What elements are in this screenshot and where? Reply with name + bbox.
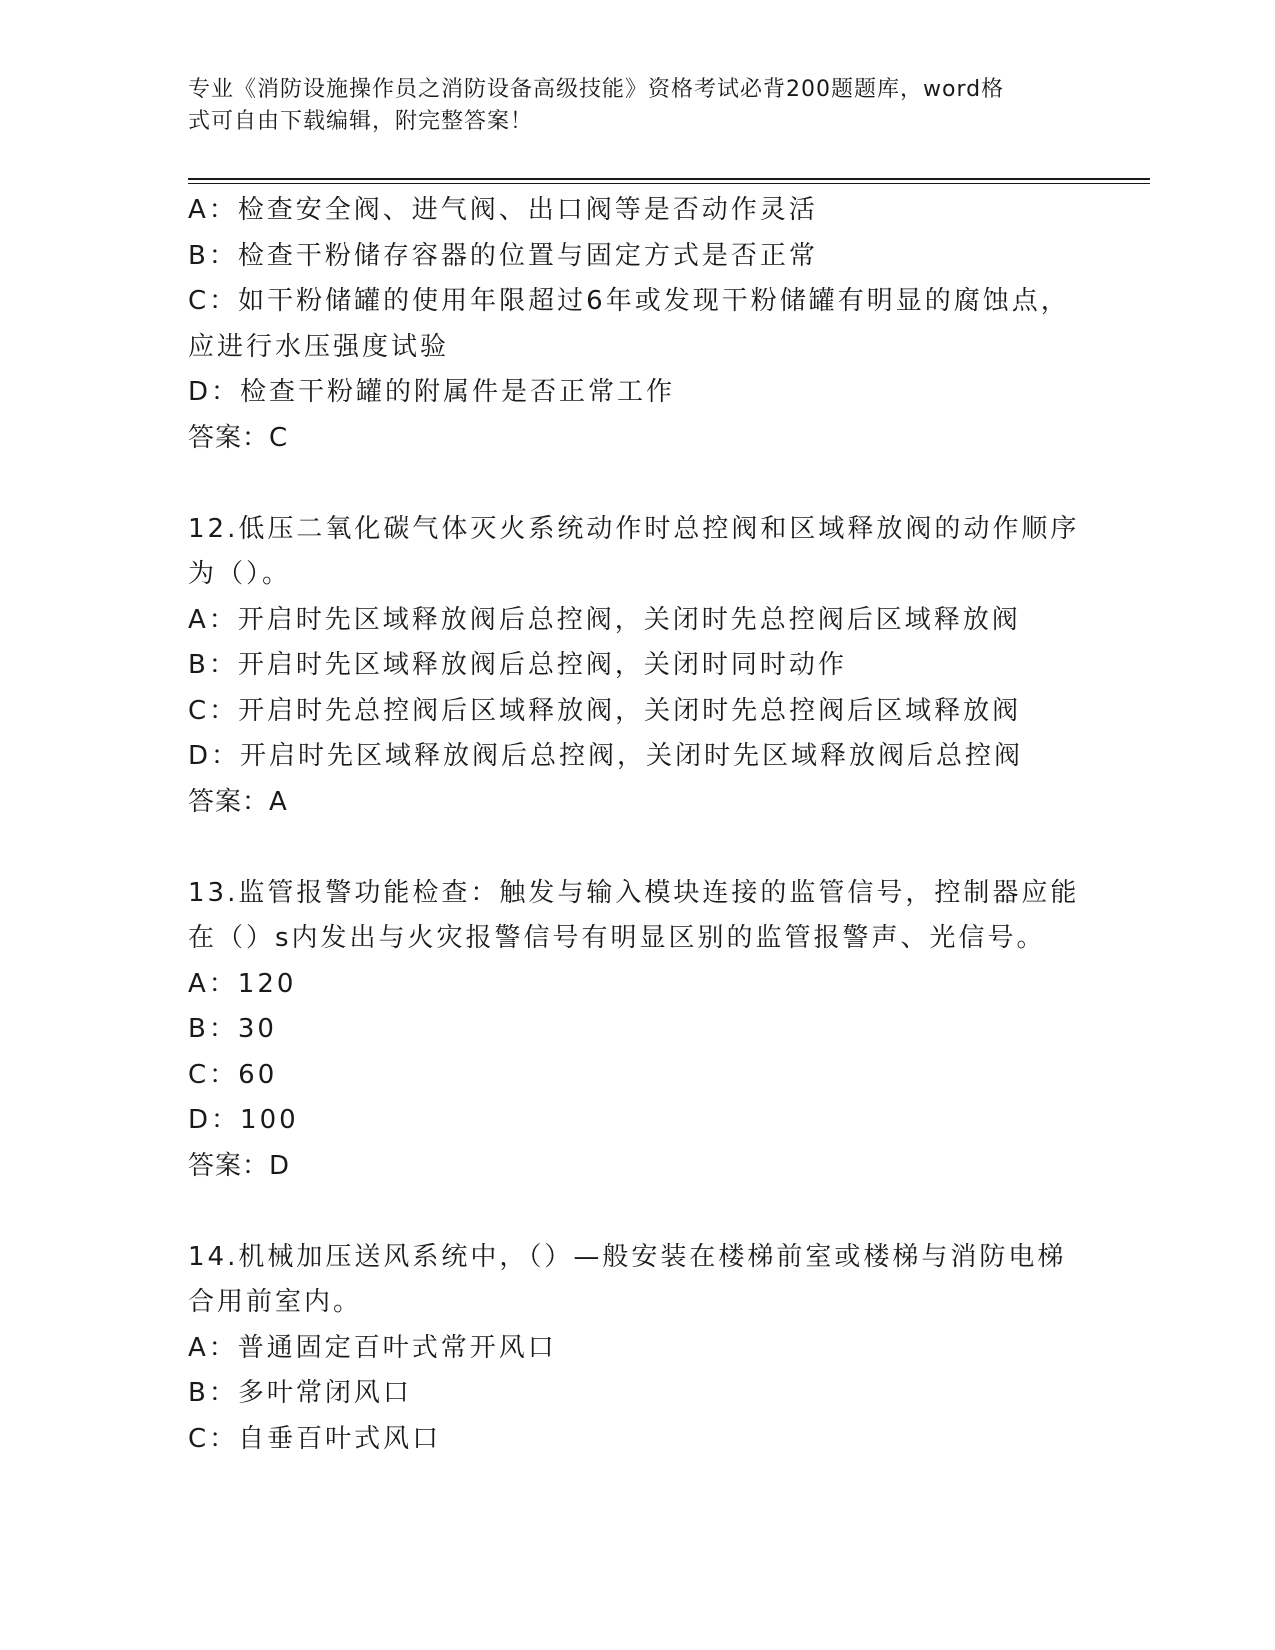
option-b: B：30 [188, 1014, 277, 1044]
question-14-block [188, 1235, 1088, 1463]
spacer [188, 825, 1088, 871]
question-12-block [188, 507, 1088, 826]
answer: 答案：A [188, 786, 288, 817]
option-a: A：普通固定百叶式常开风口 [188, 1332, 557, 1363]
option-c: C：60 [188, 1059, 278, 1090]
option-a: A：开启时先区域释放阀后总控阀，关闭时先总控阀后区域释放阀 [188, 604, 1021, 635]
header-line-1: 专业《消防设施操作员之消防设备高级技能》资格考试必背200题题库，word格 [188, 77, 1005, 102]
spacer [188, 1189, 1088, 1235]
header-rule-thin [188, 183, 1150, 184]
answer: 答案：C [188, 422, 289, 453]
option-b: B：检查干粉储存容器的位置与固定方式是否正常 [188, 240, 818, 271]
option-d: D：100 [188, 1105, 299, 1135]
option-c: C：开启时先总控阀后区域释放阀，关闭时先总控阀后区域释放阀 [188, 695, 1022, 726]
answer: 答案：D [188, 1150, 291, 1181]
question-11-block [188, 188, 1088, 461]
option-b: B：多叶常闭风口 [188, 1378, 412, 1408]
option-d: D：开启时先区域释放阀后总控阀，关闭时先区域释放阀后总控阀 [188, 741, 1024, 771]
question-stem-continued: 为（）。 [188, 559, 292, 589]
option-c: C：如干粉储罐的使用年限超过6年或发现干粉储罐有明显的腐蚀点， [188, 286, 1070, 316]
option-a: A：检查安全阀、进气阀、出口阀等是否动作灵活 [188, 195, 818, 225]
question-stem-continued: 在（）s内发出与火灾报警信号有明显区别的监管报警声、光信号。 [188, 923, 1046, 953]
header-line-2: 式可自由下载编辑，附完整答案！ [188, 109, 534, 134]
option-c-continued: 应进行水压强度试验 [188, 331, 450, 362]
spacer [188, 461, 1088, 507]
option-d: D：检查干粉罐的附属件是否正常工作 [188, 377, 676, 407]
option-a: A：120 [188, 968, 297, 999]
question-stem-continued: 合用前室内。 [188, 1287, 363, 1317]
question-stem: 14.机械加压送风系统中，（）—般安装在楼梯前室或楼梯与消防电梯 [188, 1241, 1067, 1272]
question-stem: 13.监管报警功能检查：触发与输入模块连接的监管信号，控制器应能 [188, 877, 1080, 908]
option-b: B：开启时先区域释放阀后总控阀，关闭时同时动作 [188, 650, 847, 680]
header-rule-thick [188, 178, 1150, 180]
document-header [188, 74, 1088, 138]
option-c: C：自垂百叶式风口 [188, 1423, 442, 1454]
question-list [188, 188, 1088, 1462]
question-13-block [188, 871, 1088, 1190]
question-stem: 12.低压二氧化碳气体灭火系统动作时总控阀和区域释放阀的动作顺序 [188, 513, 1080, 544]
